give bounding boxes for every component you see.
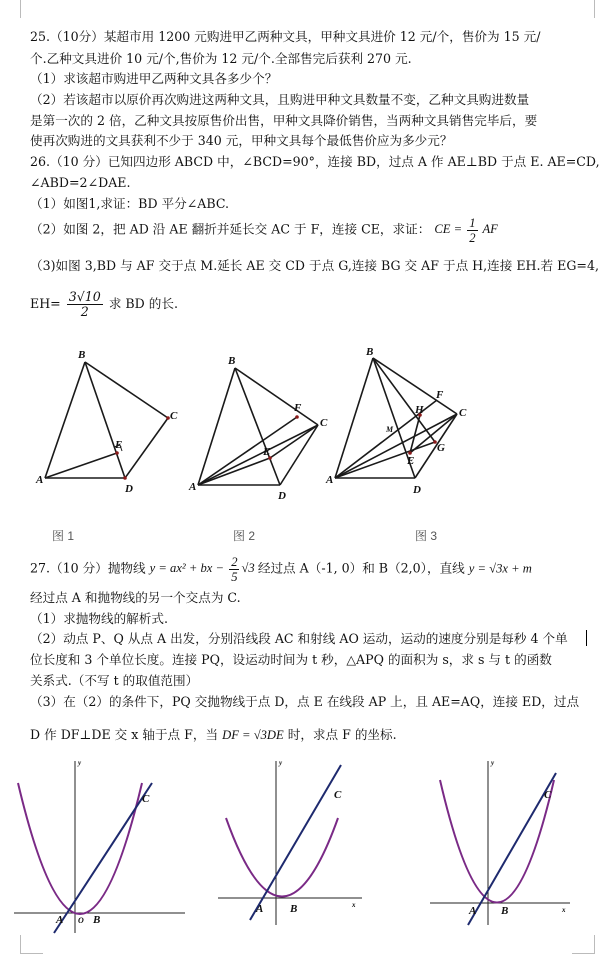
q25-line-1: 25.（10分）某超市用 1200 元购进甲乙两种文具，甲种文具进价 12 元/个，售价为 15 元/ [30, 29, 541, 44]
q26-part2-text: （2）如图 2，把 AD 沿 AE 翻折并延长交 AC 于 F，连接 CE，求证： [30, 221, 431, 237]
q25-line-3: （1）求该超市购进甲乙两种文具各多少个？ [30, 71, 278, 86]
q25-line-6: 使再次购进的文具获利不少于 340 元，甲种文具每个最低售价应为多少元？ [30, 133, 453, 148]
fraction-numerator: 2 [231, 555, 238, 569]
fig2-label-c: C [320, 417, 328, 429]
figure-caption-2: 图 2 [233, 529, 256, 543]
parabola-curve [226, 818, 338, 897]
q27-line-7: （3）在（2）的条件下，PQ 交抛物线于点 D，点 E 在线段 AP 上，且 AE=AQ，连接 ED，过点 [30, 694, 580, 709]
q26-line-1: 26.（10 分）已知四边形 ABCD 中，∠BCD=90°，连接 BD，过点 A 作 AE⊥BD 于点 E. AE=CD, [30, 154, 600, 169]
parabola-equation [149, 555, 258, 584]
q26-ask-bd: 求 BD 的长. [108, 296, 178, 311]
graph-1 [14, 759, 185, 933]
fig1-label-e: E [115, 439, 123, 451]
label-x: x [562, 906, 566, 914]
q27-part3-text: D 作 DF⊥DE 交 x 轴于点 F，当 [30, 727, 219, 742]
label-o: O [78, 916, 84, 925]
q27-line-8 [30, 726, 397, 744]
fraction-two-fifths [229, 555, 239, 584]
fig2-label-a: A [189, 481, 197, 493]
fig2-edge-bc [235, 368, 318, 425]
fig3-label-e: E [407, 455, 415, 467]
fig3-edge-ce [410, 414, 457, 453]
label-c: C [334, 789, 342, 801]
line-ac [250, 765, 341, 920]
fig1-edge-ab [45, 362, 85, 478]
text-cursor [586, 630, 587, 646]
q27-line-2: 经过点 A 和抛物线的另一个交点为 C. [30, 590, 241, 605]
q25-line-4: （2）若该超市以原价再次购进这两种文具，且购进甲种文具数量不变，乙种文具购进数量 [30, 92, 530, 107]
label-c: C [544, 789, 552, 801]
q27-line-6: 关系式.（不写 t 的取值范围） [30, 673, 199, 688]
eh-label: EH= [30, 296, 61, 311]
label-a: A [256, 903, 264, 915]
fraction-numerator: 1 [469, 216, 476, 230]
fig3-edge-ag [335, 442, 435, 478]
fig3-label-a: A [326, 474, 334, 486]
q27-line-5: 位长度和 3 个单位长度。连接 PQ，设运动时间为 t 秒，△APQ 的面积为 s，求 s 与 t 的函数 [30, 652, 552, 667]
fig2-label-d: D [278, 490, 286, 500]
fraction-denominator: 5 [231, 570, 238, 584]
graph-2 [218, 759, 362, 925]
geometry-figures [0, 340, 615, 500]
q26-formula-ce [434, 216, 498, 245]
fig1-edge-bc [85, 362, 168, 418]
q26-line-6 [30, 290, 178, 319]
fig2-label-f: F [294, 402, 302, 414]
fig2-label-b: B [228, 355, 236, 367]
graph-3 [430, 759, 570, 925]
fig2-edge-ac [198, 425, 318, 485]
function-graphs [0, 755, 615, 940]
fig2-label-e: E [263, 446, 271, 458]
q27-line-3: （1）求抛物线的解析式. [30, 611, 168, 626]
label-y: y [279, 759, 283, 767]
page-corner-mark [572, 0, 595, 18]
fraction-denominator: 2 [469, 231, 476, 245]
fig3-label-h: H [415, 404, 424, 416]
equation-part: √3 [241, 561, 255, 576]
parabola-curve [440, 780, 554, 903]
line-equation: y = √3x + m [468, 561, 532, 576]
fig3-label-m: M [386, 425, 394, 434]
fig1-label-a: A [36, 474, 44, 486]
q27-points: 经过点 A（-1, 0）和 B（2,0），直线 [257, 560, 465, 576]
label-a: A [469, 905, 477, 917]
q27-line-1 [30, 555, 532, 584]
q27-line-4: （2）动点 P、Q 从点 A 出发，分别沿线段 AC 和射线 AO 运动，运动的速度分别是每秒 4 个单 [30, 631, 568, 646]
fig1-point-e [115, 451, 119, 455]
fig3-edge-bg [373, 358, 435, 442]
label-b: B [290, 903, 298, 915]
df-equation: DF = √3DE [222, 728, 284, 742]
fig2-edge-ae [198, 458, 270, 485]
fraction-denominator: 2 [80, 304, 89, 319]
label-b: B [501, 905, 509, 917]
fraction-half [467, 216, 477, 245]
fig1-edge-ae [45, 453, 117, 478]
line-ac [468, 773, 556, 925]
fig2-point-f [295, 415, 299, 419]
fig3-label-c: C [459, 407, 467, 419]
fig3-label-b: B [366, 346, 374, 358]
fraction-eh [67, 290, 103, 319]
label-y: y [78, 759, 82, 767]
fig1-edge-bd [85, 362, 125, 478]
fig3-label-g: G [437, 442, 445, 454]
q26-line-4 [30, 216, 498, 245]
q25-line-5: 是第一次的 2 倍，乙种文具按原售价出售，甲种文具降价销售，当两种文具销售完毕后，要 [30, 113, 538, 128]
fig2-edge-af [198, 417, 297, 485]
figure-caption-3: 图 3 [415, 529, 438, 543]
q26-line-3: （1）如图1,求证：BD 平分∠ABC. [30, 196, 230, 211]
formula-right: AF [482, 222, 498, 237]
label-b: B [93, 914, 101, 926]
q25-line-2: 个.乙种文具进价 10 元/个,售价为 12 元/个.全部售完后获利 270 元. [30, 51, 412, 66]
fig1-edge-cd [125, 418, 168, 478]
fig3-label-f: F [436, 389, 444, 401]
figure-caption-1: 图 1 [52, 529, 75, 543]
label-y: y [491, 759, 495, 767]
label-c: C [142, 793, 150, 805]
label-x: x [352, 901, 356, 909]
fig1-label-d: D [125, 483, 133, 495]
fraction-numerator: 3√10 [68, 289, 101, 304]
q26-line-5: （3)如图 3,BD 与 AF 交于点 M.延长 AE 交 CD 于点 G,连接 BG 交 AF 于点 H,连接 EH.若 EG=4, [30, 258, 599, 273]
equation-part: y = ax² + bx − [149, 561, 225, 576]
fig3-label-d: D [413, 484, 421, 496]
q26-line-2: ∠ABD=2∠DAE. [30, 175, 131, 190]
label-a: A [56, 914, 64, 926]
fig1-label-b: B [78, 349, 86, 361]
q27-part3-ask: 时，求点 F 的坐标. [287, 727, 397, 742]
page-corner-mark [20, 0, 43, 18]
fig1-point-d [123, 476, 127, 480]
formula-left: CE = [434, 222, 463, 237]
fig1-label-c: C [170, 410, 178, 422]
line-ac [54, 783, 152, 933]
q27-intro: 27.（10 分）抛物线 [30, 560, 146, 576]
fig3-edge-ab [335, 358, 373, 478]
fig2-edge-ab [198, 368, 235, 485]
fig2-edge-bd [235, 368, 280, 485]
